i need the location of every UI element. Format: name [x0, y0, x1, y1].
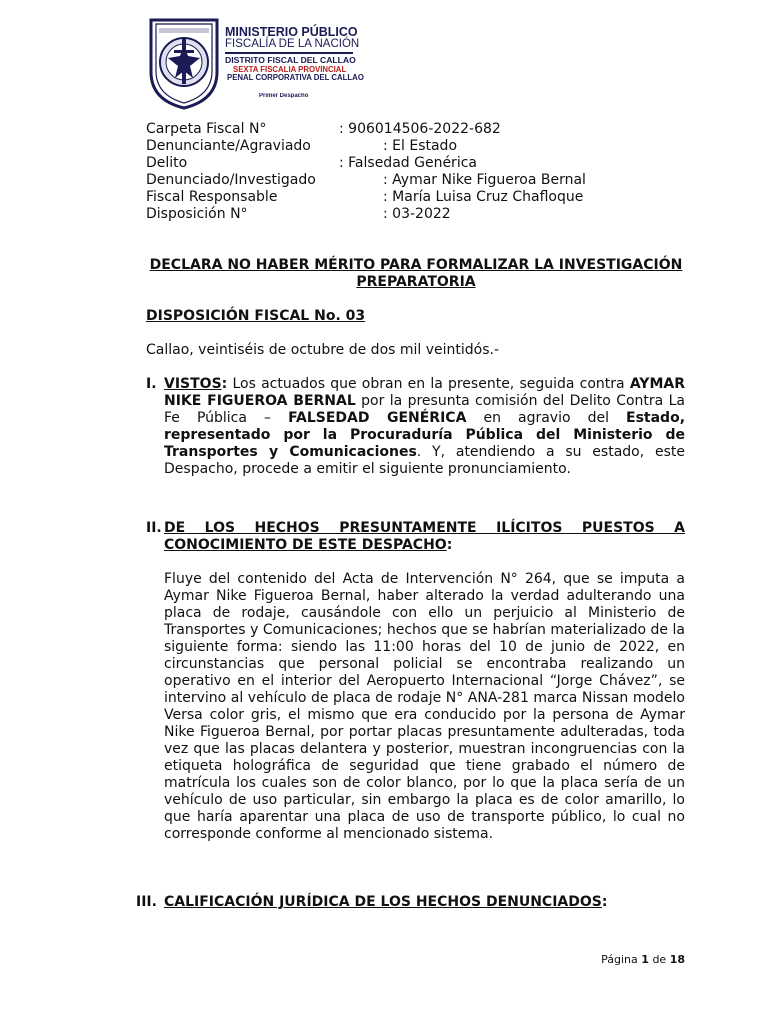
section-heading-colon: :	[601, 894, 608, 910]
section-heading: VISTOS	[164, 376, 222, 392]
ministerio-publico-seal-icon	[145, 16, 223, 110]
section-heading: CALIFICACIÓN JURÍDICA DE LOS HECHOS DENUNCIADOS	[164, 894, 602, 910]
total-pages: 18	[669, 953, 685, 966]
case-info-value: : Aymar Nike Figueroa Bernal	[383, 172, 586, 188]
fiscalia-name: FISCALÍA DE LA NACIÓN	[225, 37, 360, 50]
section-calificacion-heading	[164, 894, 685, 911]
case-info-value: : Falsedad Genérica	[339, 155, 477, 171]
office-name: SEXTA FISCALIA PROVINCIAL	[233, 64, 347, 74]
declaration-title: DECLARA NO HABER MÉRITO PARA FORMALIZAR LA INVESTIGACIÓN PREPARATORIA	[149, 257, 683, 290]
section-heading-colon: :	[221, 376, 228, 392]
section-heading-colon: :	[446, 537, 453, 553]
section-heading: DE LOS HECHOS PRESUNTAMENTE ILÍCITOS PUESTOS A CONOCIMIENTO DE ESTE DESPACHO	[164, 520, 685, 553]
crime-name: FALSEDAD GENÉRICA	[288, 410, 467, 426]
accused-name: AYMAR NIKE FIGUEROA BERNAL	[164, 376, 685, 409]
section-text: en agravio del	[466, 410, 627, 426]
case-info-value: : El Estado	[383, 138, 458, 154]
office-name-line3: Primer Despacho	[259, 93, 309, 99]
date-line: Callao, veintiséis de octubre de dos mil veintidós.-	[146, 342, 500, 358]
disposition-title: DISPOSICIÓN FISCAL No. 03	[146, 308, 366, 324]
aggrieved-party: Estado, representado por la Procuraduría Pública del Ministerio de Transportes y Comunicaciones	[164, 410, 686, 460]
of-word: de	[652, 953, 667, 966]
page-word: Página	[601, 953, 638, 966]
section-vistos	[164, 376, 685, 478]
letterhead	[143, 14, 383, 112]
section-text: por la presunta comisión del Delito Contra La Fe Pública –	[164, 393, 685, 426]
case-info-label: Delito	[146, 155, 188, 171]
header-divider	[225, 52, 353, 54]
institution-name-block	[225, 26, 364, 98]
case-info-label: Fiscal Responsable	[146, 189, 278, 205]
page-number-footer	[601, 953, 685, 966]
section-hechos-heading	[164, 520, 685, 554]
case-info-label: Denunciado/Investigado	[146, 172, 316, 188]
district-name: DISTRITO FISCAL DEL CALLAO	[225, 55, 356, 65]
section-text: Los actuados que obran en la presente, seguida contra	[227, 376, 630, 392]
section-number: II.	[146, 520, 162, 536]
case-info-label: Denunciante/Agraviado	[146, 138, 311, 154]
section-number: I.	[146, 376, 157, 392]
case-info-label: Disposición N°	[146, 206, 248, 222]
office-name-line2: PENAL CORPORATIVA DEL CALLAO	[227, 73, 364, 83]
section-hechos-body: Fluye del contenido del Acta de Intervención N° 264, que se imputa a Aymar Nike Figueroa Bernal, haber alterado la verdad adulterando una placa de rodaje, causándole con ello un perjuicio al Ministerio de Transportes y Comunicaciones; hechos que se habrían materializado de la siguiente forma: siendo las 11:00 horas del 10 de junio de 2022, en circunstancias que personal policial se encontraba realizando un operativo en el interior del Aeropuerto Internacional “Jorge Chávez”, se intervino al vehículo de placa de rodaje N° ANA-281 marca Nissan modelo Versa color gris, el mismo que era conducido por la persona de Aymar Nike Figueroa Bernal, por portar placas presuntamente adulteradas, toda vez que las placas delantera y posterior, muestran incongruencias con la etiqueta holográfica de seguridad que tiene grabado el número de matrícula los cuales son de color blanco, por lo que la placa sería de un vehículo de uso particular, sin embargo la placa es de color amarillo, lo que haría aparentar una placa de uso de transporte público, lo cual no corresponde conforme al mencionado sistema.	[164, 571, 685, 842]
section-number: III.	[136, 894, 157, 910]
case-info-value: : 03-2022	[383, 206, 451, 222]
case-info-value: : 906014506-2022-682	[339, 121, 501, 137]
case-info-value: : María Luisa Cruz Chafloque	[383, 189, 584, 205]
ministry-name: MINISTERIO PÚBLICO	[225, 25, 358, 39]
section-text: . Y, atendiendo a su estado, este Despacho, procede a emitir el siguiente pronunciamiento.	[164, 444, 685, 477]
current-page: 1	[641, 953, 649, 966]
case-info-label: Carpeta Fiscal N°	[146, 121, 267, 137]
